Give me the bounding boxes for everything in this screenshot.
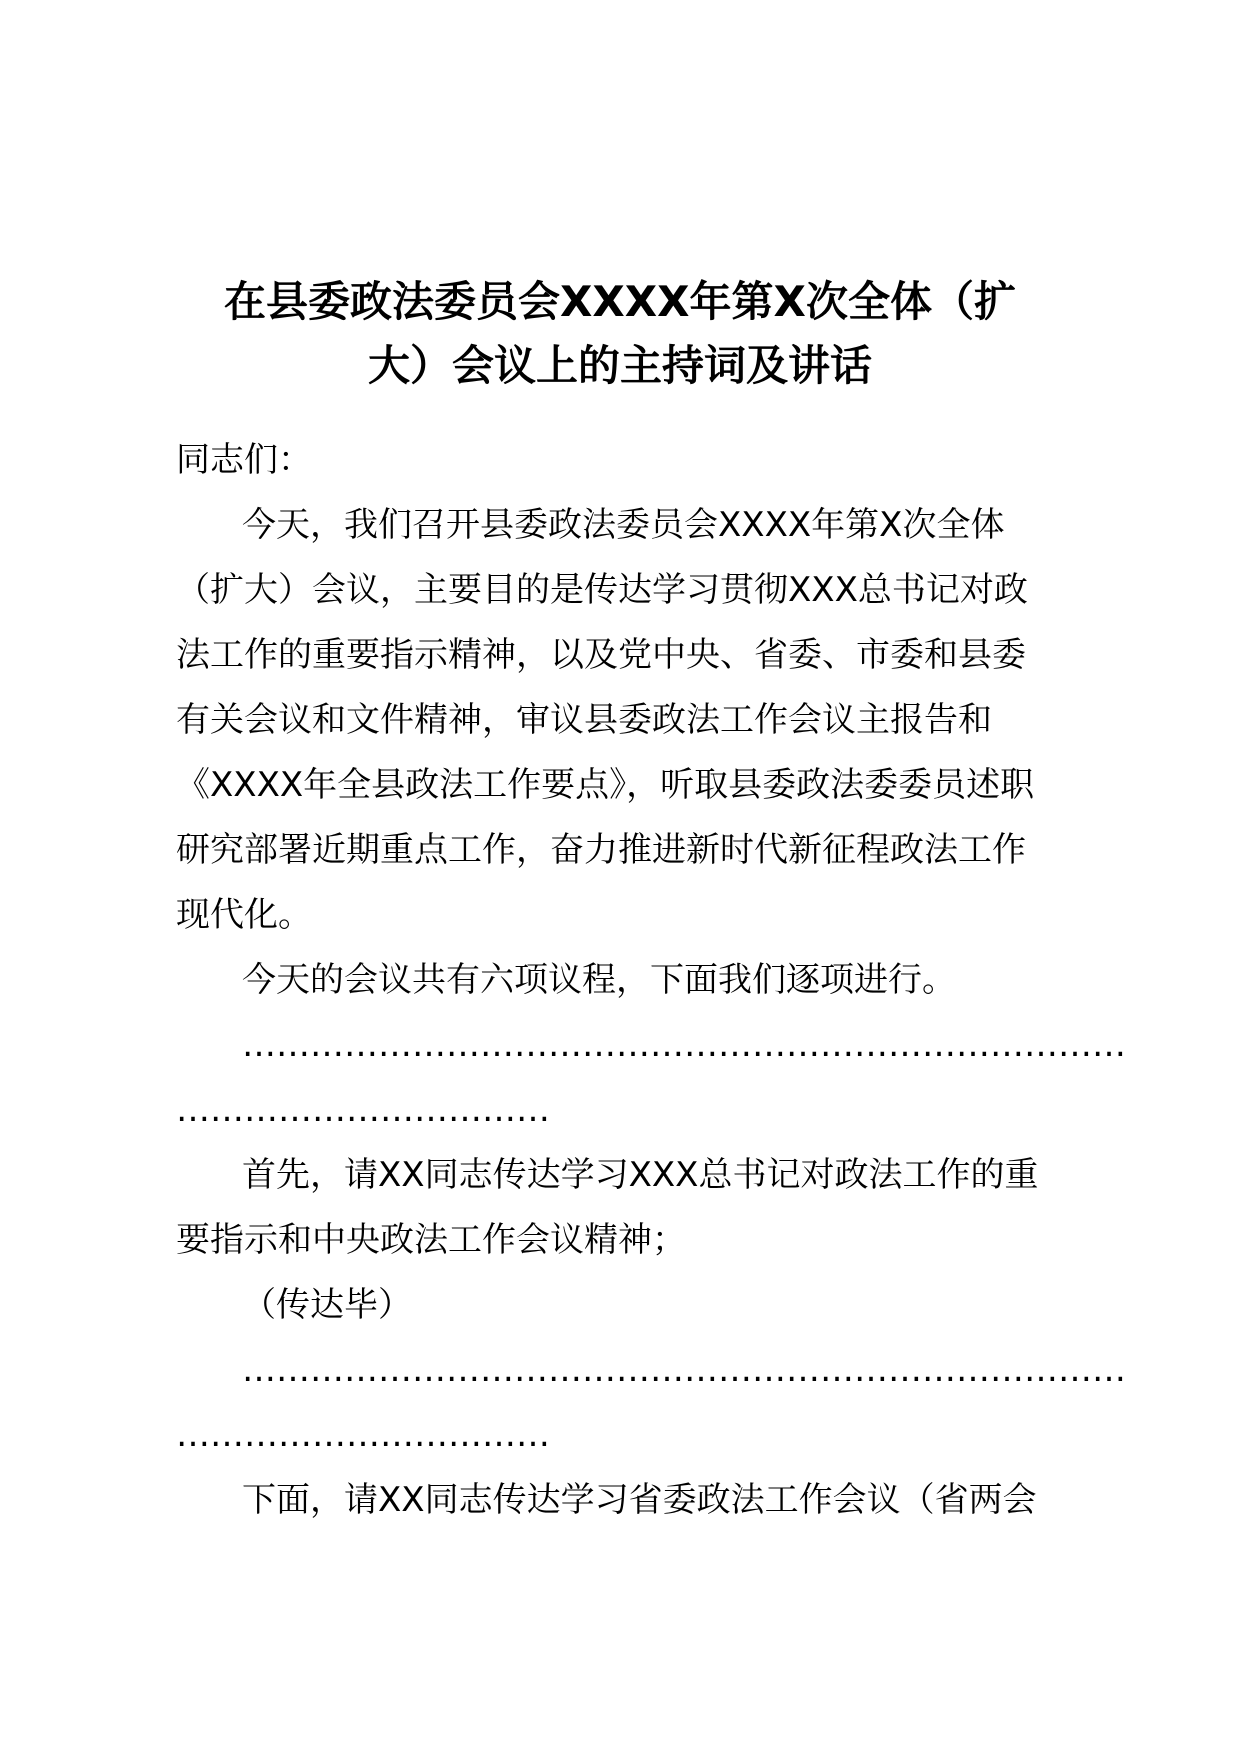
paragraph-2: 今天的会议共有六项议程，下面我们逐项进行。 bbox=[242, 960, 956, 1000]
paragraph-1-line-2: （扩大）会议，主要目的是传达学习贯彻XXX总书记对政 bbox=[176, 570, 1028, 610]
paragraph-3-line-2: 要指示和中央政法工作会议精神； bbox=[176, 1220, 686, 1260]
ellipsis-1-line-2: …………………………… bbox=[176, 1090, 550, 1130]
paragraph-1-line-6: 研究部署近期重点工作，奋力推进新时代新征程政法工作 bbox=[176, 830, 1026, 870]
paragraph-1-line-3: 法工作的重要指示精神，以及党中央、省委、市委和县委 bbox=[176, 635, 1026, 675]
paragraph-1-line-1: 今天，我们召开县委政法委员会XXXX年第X次全体 bbox=[242, 505, 1005, 545]
paragraph-4: （传达毕） bbox=[242, 1285, 412, 1325]
paragraph-3-line-1: 首先，请XX同志传达学习XXX总书记对政法工作的重 bbox=[242, 1155, 1039, 1195]
paragraph-1-line-5: 《XXXX年全县政法工作要点》，听取县委政法委委员述职 bbox=[176, 765, 1035, 805]
paragraph-5: 下面，请XX同志传达学习省委政法工作会议（省两会 bbox=[242, 1480, 1037, 1520]
document-title-line-2: 大）会议上的主持词及讲话 bbox=[367, 341, 872, 390]
ellipsis-1-line-1: …………………………………………………………………… bbox=[242, 1025, 1126, 1065]
document-title-line-1: 在县委政法委员会XXXX年第X次全体（扩 bbox=[224, 277, 1016, 326]
salutation: 同志们： bbox=[176, 440, 312, 480]
ellipsis-2-line-1: …………………………………………………………………… bbox=[242, 1350, 1126, 1390]
paragraph-1-line-4: 有关会议和文件精神，审议县委政法工作会议主报告和 bbox=[176, 700, 992, 740]
ellipsis-2-line-2: …………………………… bbox=[176, 1415, 550, 1455]
paragraph-1-line-7: 现代化。 bbox=[176, 895, 312, 935]
